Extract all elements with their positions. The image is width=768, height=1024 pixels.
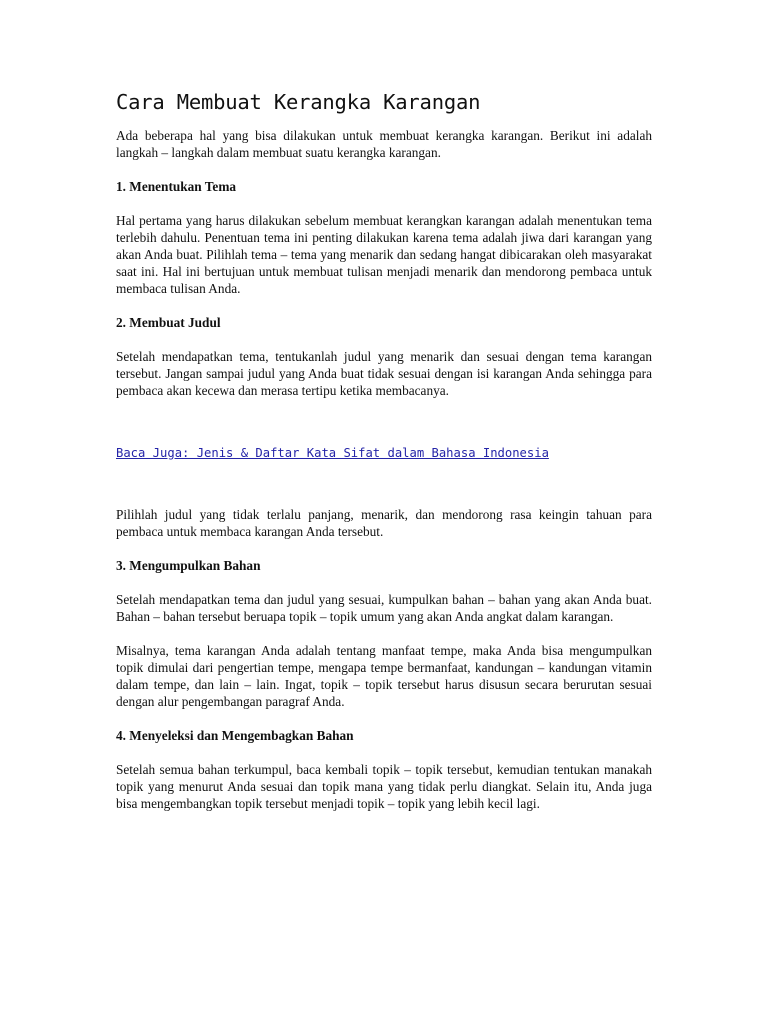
section3-paragraph-2: Misalnya, tema karangan Anda adalah tentang manfaat tempe, maka Anda bisa mengumpulkan topik dimulai dari pengertian tempe, mengapa tempe bermanfaat, kandungan – kandungan vitamin dalam tempe, dan lain – lain. Ingat, topik – topik tersebut harus disusun secara berurutan sesuai dengan alur pengembangan paragraf Anda. [116,643,652,709]
section1-paragraph: Hal pertama yang harus dilakukan sebelum membuat kerangkan karangan adalah menentukan tema terlebih dahulu. Penentuan tema ini penting dilakukan karena tema adalah jiwa dari karangan yang akan Anda buat. Pilihlah tema – tema yang menarik dan sedang hangat dibicarakan oleh masyarakat saat ini. Hal ini bertujuan untuk membuat tulisan menjadi menarik dan mendorong pembaca untuk membaca tulisan Anda. [116,213,652,296]
baca-juga-container [116,444,652,462]
page-title: Cara Membuat Kerangka Karangan [116,90,481,114]
section2-paragraph-2: Pilihlah judul yang tidak terlalu panjang, menarik, dan mendorong rasa keingin tahuan para pembaca untuk membaca karangan Anda tersebut. [116,507,652,539]
section2-paragraph-1: Setelah mendapatkan tema, tentukanlah judul yang menarik dan sesuai dengan tema karangan tersebut. Jangan sampai judul yang Anda buat tidak sesuai dengan isi karangan Anda sehingga para pembaca akan kecewa dan merasa tertipu ketika membacanya. [116,349,652,398]
intro-paragraph: Ada beberapa hal yang bisa dilakukan untuk membuat kerangka karangan. Berikut ini adalah langkah – langkah dalam membuat suatu kerangka karangan. [116,128,652,160]
section3-paragraph-1: Setelah mendapatkan tema dan judul yang sesuai, kumpulkan bahan – bahan yang akan Anda buat. Bahan – bahan tersebut beruapa topik – topik umum yang akan Anda angkat dalam karangan. [116,592,652,624]
section-heading-membuat-judul: 2. Membuat Judul [116,315,221,330]
section-heading-mengumpulkan-bahan: 3. Mengumpulkan Bahan [116,558,261,573]
section-heading-menyeleksi-bahan: 4. Menyeleksi dan Mengembagkan Bahan [116,728,354,743]
section4-paragraph: Setelah semua bahan terkumpul, baca kembali topik – topik tersebut, kemudian tentukan manakah topik yang menurut Anda sesuai dan topik mana yang tidak perlu diangkat. Selain itu, Anda juga bisa mengembangkan topik tersebut menjadi topik – topik yang lebih kecil lagi. [116,762,652,811]
baca-juga-link[interactable]: Baca Juga: Jenis & Daftar Kata Sifat dalam Bahasa Indonesia [116,446,549,460]
document-page [116,86,652,812]
section-heading-menentukan-tema: 1. Menentukan Tema [116,179,237,194]
